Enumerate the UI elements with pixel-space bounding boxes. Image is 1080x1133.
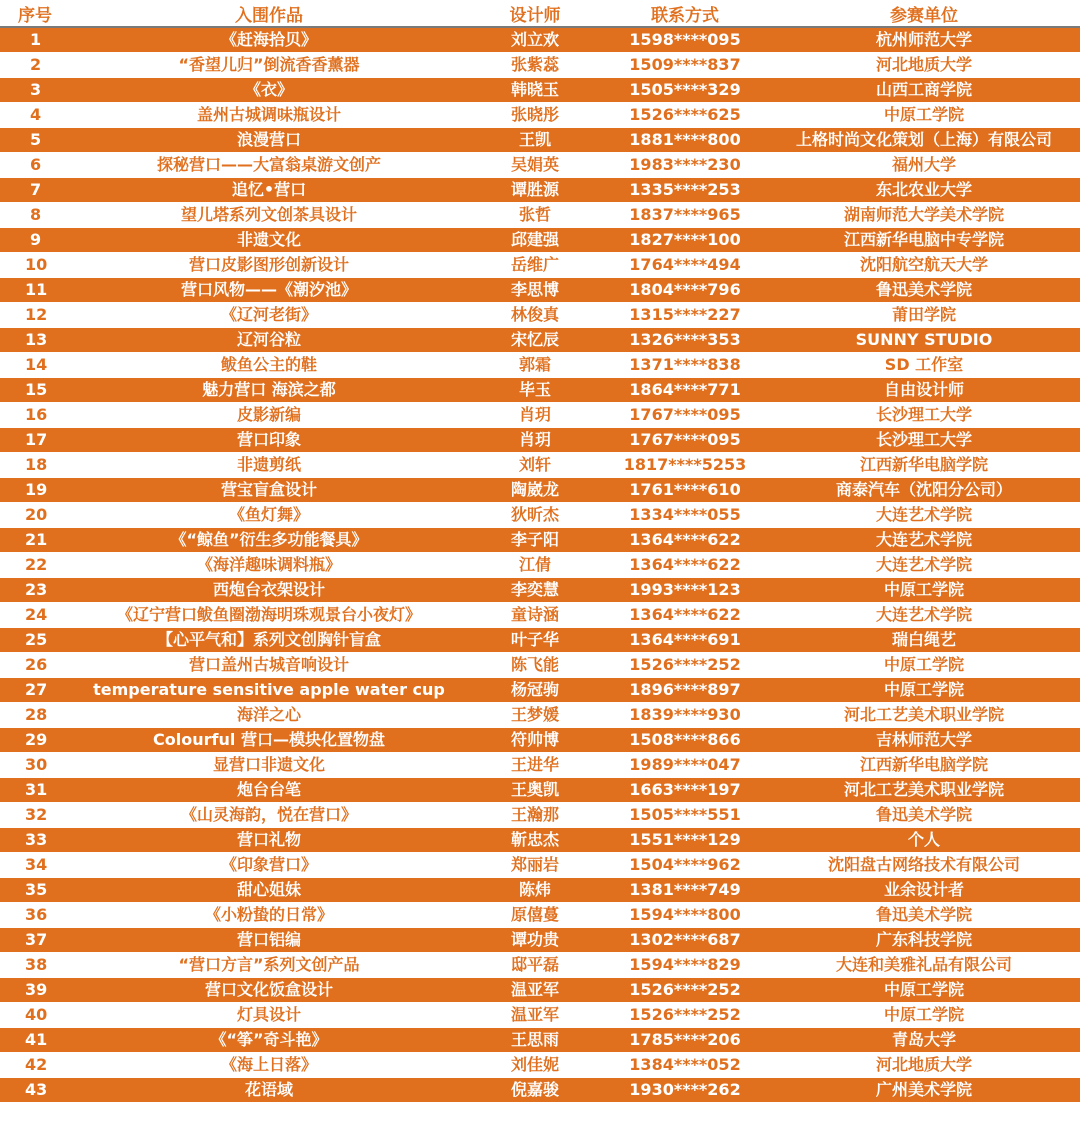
table-row [0, 428, 1080, 453]
cell-contact: 1505****329 [602, 78, 768, 103]
cell-work: 【心平气和】系列文创胸针盲盒 [70, 628, 468, 653]
cell-contact: 1761****610 [602, 478, 768, 503]
cell-designer: 原僖蔓 [468, 903, 602, 928]
cell-index: 24 [0, 603, 70, 628]
cell-organization: 广东科技学院 [768, 928, 1080, 953]
cell-contact: 1767****095 [602, 403, 768, 428]
cell-contact: 1896****897 [602, 678, 768, 703]
cell-work: 营宝盲盒设计 [70, 478, 468, 503]
cell-index: 41 [0, 1028, 70, 1053]
cell-work: 营口铝编 [70, 928, 468, 953]
cell-designer: 靳忠杰 [468, 828, 602, 853]
cell-work: temperature sensitive apple water cup [70, 678, 468, 703]
cell-organization: 湖南师范大学美术学院 [768, 203, 1080, 228]
cell-contact: 1302****687 [602, 928, 768, 953]
cell-organization: 大连艺术学院 [768, 553, 1080, 578]
cell-organization: SUNNY STUDIO [768, 328, 1080, 353]
cell-organization: 山西工商学院 [768, 78, 1080, 103]
cell-index: 21 [0, 528, 70, 553]
table-row [0, 353, 1080, 378]
table-row [0, 603, 1080, 628]
cell-organization: 鲁迅美术学院 [768, 278, 1080, 303]
table-row [0, 27, 1080, 53]
cell-organization: 江西新华电脑学院 [768, 453, 1080, 478]
cell-designer: 谭功贵 [468, 928, 602, 953]
cell-contact: 1364****622 [602, 603, 768, 628]
table-row [0, 103, 1080, 128]
cell-organization: 沈阳航空航天大学 [768, 253, 1080, 278]
table-row [0, 53, 1080, 78]
cell-organization: 河北工艺美术职业学院 [768, 778, 1080, 803]
cell-designer: 张紫蕊 [468, 53, 602, 78]
cell-designer: 刘轩 [468, 453, 602, 478]
cell-organization: 中原工学院 [768, 578, 1080, 603]
cell-organization: 吉林师范大学 [768, 728, 1080, 753]
cell-organization: SD 工作室 [768, 353, 1080, 378]
cell-work: 西炮台衣架设计 [70, 578, 468, 603]
cell-work: 《鱼灯舞》 [70, 503, 468, 528]
cell-contact: 1839****930 [602, 703, 768, 728]
header-contact: 联系方式 [602, 0, 768, 27]
cell-organization: 自由设计师 [768, 378, 1080, 403]
cell-organization: 杭州师范大学 [768, 27, 1080, 53]
cell-work: 《海上日落》 [70, 1053, 468, 1078]
cell-work: 非遗剪纸 [70, 453, 468, 478]
cell-contact: 1526****625 [602, 103, 768, 128]
cell-contact: 1526****252 [602, 653, 768, 678]
cell-index: 31 [0, 778, 70, 803]
header-index: 序号 [0, 0, 70, 27]
table-row [0, 78, 1080, 103]
cell-work: 《“鲸鱼”衍生多功能餐具》 [70, 528, 468, 553]
table-header [0, 0, 1080, 27]
cell-index: 27 [0, 678, 70, 703]
cell-designer: 王瀚那 [468, 803, 602, 828]
cell-work: 望儿塔系列文创茶具设计 [70, 203, 468, 228]
cell-index: 13 [0, 328, 70, 353]
table-row [0, 303, 1080, 328]
cell-index: 35 [0, 878, 70, 903]
cell-designer: 陈炜 [468, 878, 602, 903]
cell-organization: 上格时尚文化策划（上海）有限公司 [768, 128, 1080, 153]
cell-work: 追忆•营口 [70, 178, 468, 203]
cell-organization: 瑞白绳艺 [768, 628, 1080, 653]
cell-work: 《山灵海韵，悦在营口》 [70, 803, 468, 828]
table-row [0, 128, 1080, 153]
cell-work: 《“筝”奇斗艳》 [70, 1028, 468, 1053]
cell-work: 《小粉蛰的日常》 [70, 903, 468, 928]
cell-index: 1 [0, 27, 70, 53]
cell-work: 《辽河老街》 [70, 303, 468, 328]
table-row [0, 653, 1080, 678]
cell-designer: 陶崴龙 [468, 478, 602, 503]
cell-work: 营口文化饭盒设计 [70, 978, 468, 1003]
cell-organization: 河北地质大学 [768, 53, 1080, 78]
cell-work: “营口方言”系列文创产品 [70, 953, 468, 978]
cell-designer: 王思雨 [468, 1028, 602, 1053]
cell-contact: 1505****551 [602, 803, 768, 828]
cell-designer: 江倩 [468, 553, 602, 578]
cell-work: 甜心姐妹 [70, 878, 468, 903]
cell-index: 40 [0, 1003, 70, 1028]
table-row [0, 1028, 1080, 1053]
table-row [0, 753, 1080, 778]
cell-index: 39 [0, 978, 70, 1003]
cell-work: 《印象营口》 [70, 853, 468, 878]
cell-contact: 1764****494 [602, 253, 768, 278]
cell-work: 《赶海拾贝》 [70, 27, 468, 53]
table-row [0, 578, 1080, 603]
cell-index: 7 [0, 178, 70, 203]
cell-index: 30 [0, 753, 70, 778]
cell-designer: 刘立欢 [468, 27, 602, 53]
cell-organization: 长沙理工大学 [768, 403, 1080, 428]
table-row [0, 178, 1080, 203]
cell-index: 37 [0, 928, 70, 953]
cell-organization: 大连艺术学院 [768, 503, 1080, 528]
table-row [0, 278, 1080, 303]
cell-designer: 倪嘉骏 [468, 1078, 602, 1103]
cell-contact: 1993****123 [602, 578, 768, 603]
cell-organization: 福州大学 [768, 153, 1080, 178]
cell-organization: 大连艺术学院 [768, 528, 1080, 553]
table-row [0, 678, 1080, 703]
table-row [0, 703, 1080, 728]
cell-index: 18 [0, 453, 70, 478]
table-row [0, 503, 1080, 528]
table-row [0, 728, 1080, 753]
cell-index: 43 [0, 1078, 70, 1103]
table-row [0, 903, 1080, 928]
cell-contact: 1837****965 [602, 203, 768, 228]
cell-work: 探秘营口——大富翁桌游文创产 [70, 153, 468, 178]
cell-index: 3 [0, 78, 70, 103]
table-row [0, 553, 1080, 578]
cell-designer: 岳维广 [468, 253, 602, 278]
cell-work: 《衣》 [70, 78, 468, 103]
cell-organization: 莆田学院 [768, 303, 1080, 328]
cell-organization: 沈阳盘古网络技术有限公司 [768, 853, 1080, 878]
cell-organization: 江西新华电脑中专学院 [768, 228, 1080, 253]
cell-contact: 1881****800 [602, 128, 768, 153]
table-row [0, 853, 1080, 878]
cell-work: 非遗文化 [70, 228, 468, 253]
cell-contact: 1504****962 [602, 853, 768, 878]
table-row [0, 978, 1080, 1003]
cell-organization: 鲁迅美术学院 [768, 803, 1080, 828]
table-row [0, 478, 1080, 503]
table-row [0, 928, 1080, 953]
cell-work: 营口盖州古城音响设计 [70, 653, 468, 678]
cell-contact: 1381****749 [602, 878, 768, 903]
cell-index: 8 [0, 203, 70, 228]
cell-organization: 东北农业大学 [768, 178, 1080, 203]
cell-organization: 业余设计者 [768, 878, 1080, 903]
cell-work: 灯具设计 [70, 1003, 468, 1028]
cell-designer: 谭胜源 [468, 178, 602, 203]
cell-contact: 1371****838 [602, 353, 768, 378]
table-row [0, 1003, 1080, 1028]
cell-designer: 肖玥 [468, 403, 602, 428]
cell-work: 《辽宁营口鲅鱼圈渤海明珠观景台小夜灯》 [70, 603, 468, 628]
cell-contact: 1384****052 [602, 1053, 768, 1078]
cell-designer: 李奕慧 [468, 578, 602, 603]
header-designer: 设计师 [468, 0, 602, 27]
table-row [0, 828, 1080, 853]
cell-work: “香望儿归”倒流香香薰器 [70, 53, 468, 78]
cell-designer: 李子阳 [468, 528, 602, 553]
cell-designer: 宋忆辰 [468, 328, 602, 353]
cell-work: 显营口非遗文化 [70, 753, 468, 778]
table-row [0, 403, 1080, 428]
cell-designer: 符帅博 [468, 728, 602, 753]
cell-contact: 1930****262 [602, 1078, 768, 1103]
cell-work: 魅力营口 海滨之都 [70, 378, 468, 403]
cell-designer: 毕玉 [468, 378, 602, 403]
cell-contact: 1767****095 [602, 428, 768, 453]
cell-organization: 河北地质大学 [768, 1053, 1080, 1078]
cell-contact: 1594****800 [602, 903, 768, 928]
cell-designer: 吴娟英 [468, 153, 602, 178]
table-row [0, 228, 1080, 253]
cell-index: 26 [0, 653, 70, 678]
table-row [0, 328, 1080, 353]
table-row [0, 453, 1080, 478]
cell-work: 海洋之心 [70, 703, 468, 728]
table-row [0, 378, 1080, 403]
cell-designer: 刘佳妮 [468, 1053, 602, 1078]
cell-designer: 陈飞能 [468, 653, 602, 678]
cell-designer: 王奥凯 [468, 778, 602, 803]
cell-contact: 1315****227 [602, 303, 768, 328]
cell-designer: 郑丽岩 [468, 853, 602, 878]
cell-index: 20 [0, 503, 70, 528]
cell-work: 营口礼物 [70, 828, 468, 853]
header-work: 入围作品 [70, 0, 468, 27]
cell-index: 9 [0, 228, 70, 253]
cell-designer: 韩晓玉 [468, 78, 602, 103]
cell-contact: 1804****796 [602, 278, 768, 303]
cell-contact: 1827****100 [602, 228, 768, 253]
cell-organization: 商泰汽车（沈阳分公司） [768, 478, 1080, 503]
cell-organization: 中原工学院 [768, 1003, 1080, 1028]
table-row [0, 628, 1080, 653]
cell-designer: 叶子华 [468, 628, 602, 653]
cell-index: 34 [0, 853, 70, 878]
cell-contact: 1364****691 [602, 628, 768, 653]
table-row [0, 1078, 1080, 1103]
cell-work: 《海洋趣味调料瓶》 [70, 553, 468, 578]
cell-work: 营口印象 [70, 428, 468, 453]
header-row [0, 0, 1080, 27]
cell-designer: 邸平磊 [468, 953, 602, 978]
table-row [0, 878, 1080, 903]
cell-organization: 个人 [768, 828, 1080, 853]
cell-index: 17 [0, 428, 70, 453]
cell-designer: 温亚军 [468, 1003, 602, 1028]
header-organization: 参赛单位 [768, 0, 1080, 27]
cell-designer: 狄昕杰 [468, 503, 602, 528]
cell-contact: 1864****771 [602, 378, 768, 403]
table-row [0, 528, 1080, 553]
cell-index: 29 [0, 728, 70, 753]
cell-contact: 1508****866 [602, 728, 768, 753]
cell-work: 盖州古城调味瓶设计 [70, 103, 468, 128]
cell-designer: 邱建强 [468, 228, 602, 253]
cell-index: 28 [0, 703, 70, 728]
cell-contact: 1785****206 [602, 1028, 768, 1053]
cell-contact: 1526****252 [602, 1003, 768, 1028]
cell-organization: 大连和美雅礼品有限公司 [768, 953, 1080, 978]
cell-index: 19 [0, 478, 70, 503]
cell-contact: 1335****253 [602, 178, 768, 203]
cell-organization: 中原工学院 [768, 678, 1080, 703]
cell-organization: 中原工学院 [768, 653, 1080, 678]
cell-designer: 温亚军 [468, 978, 602, 1003]
table-row [0, 778, 1080, 803]
cell-organization: 中原工学院 [768, 978, 1080, 1003]
cell-index: 6 [0, 153, 70, 178]
cell-contact: 1663****197 [602, 778, 768, 803]
cell-index: 5 [0, 128, 70, 153]
cell-index: 4 [0, 103, 70, 128]
cell-index: 38 [0, 953, 70, 978]
cell-contact: 1509****837 [602, 53, 768, 78]
cell-organization: 大连艺术学院 [768, 603, 1080, 628]
cell-organization: 鲁迅美术学院 [768, 903, 1080, 928]
cell-work: 营口风物——《潮汐池》 [70, 278, 468, 303]
cell-designer: 王梦媛 [468, 703, 602, 728]
cell-index: 10 [0, 253, 70, 278]
cell-contact: 1364****622 [602, 553, 768, 578]
cell-work: 辽河谷粒 [70, 328, 468, 353]
cell-index: 16 [0, 403, 70, 428]
cell-organization: 河北工艺美术职业学院 [768, 703, 1080, 728]
cell-organization: 江西新华电脑学院 [768, 753, 1080, 778]
cell-index: 33 [0, 828, 70, 853]
table-row [0, 803, 1080, 828]
cell-contact: 1526****252 [602, 978, 768, 1003]
table-row [0, 253, 1080, 278]
table-row [0, 203, 1080, 228]
cell-designer: 郭霜 [468, 353, 602, 378]
cell-index: 42 [0, 1053, 70, 1078]
cell-index: 15 [0, 378, 70, 403]
table-body [0, 27, 1080, 1103]
cell-contact: 1364****622 [602, 528, 768, 553]
cell-index: 12 [0, 303, 70, 328]
table-row [0, 1053, 1080, 1078]
cell-index: 25 [0, 628, 70, 653]
cell-index: 32 [0, 803, 70, 828]
cell-contact: 1989****047 [602, 753, 768, 778]
cell-organization: 广州美术学院 [768, 1078, 1080, 1103]
cell-index: 22 [0, 553, 70, 578]
cell-work: 浪漫营口 [70, 128, 468, 153]
cell-contact: 1334****055 [602, 503, 768, 528]
cell-designer: 张晓彤 [468, 103, 602, 128]
cell-work: Colourful 营口—模块化置物盘 [70, 728, 468, 753]
cell-organization: 青岛大学 [768, 1028, 1080, 1053]
cell-designer: 林俊真 [468, 303, 602, 328]
cell-index: 11 [0, 278, 70, 303]
cell-work: 鲅鱼公主的鞋 [70, 353, 468, 378]
cell-contact: 1551****129 [602, 828, 768, 853]
cell-designer: 童诗涵 [468, 603, 602, 628]
cell-work: 营口皮影图形创新设计 [70, 253, 468, 278]
cell-contact: 1594****829 [602, 953, 768, 978]
cell-contact: 1598****095 [602, 27, 768, 53]
cell-work: 花语域 [70, 1078, 468, 1103]
cell-organization: 长沙理工大学 [768, 428, 1080, 453]
cell-designer: 李思博 [468, 278, 602, 303]
cell-contact: 1817****5253 [602, 453, 768, 478]
cell-contact: 1983****230 [602, 153, 768, 178]
cell-index: 36 [0, 903, 70, 928]
cell-designer: 王凯 [468, 128, 602, 153]
cell-index: 23 [0, 578, 70, 603]
cell-index: 14 [0, 353, 70, 378]
cell-work: 皮影新编 [70, 403, 468, 428]
cell-designer: 杨冠驹 [468, 678, 602, 703]
cell-work: 炮台台笔 [70, 778, 468, 803]
cell-organization: 中原工学院 [768, 103, 1080, 128]
cell-index: 2 [0, 53, 70, 78]
cell-designer: 王进华 [468, 753, 602, 778]
table-row [0, 953, 1080, 978]
cell-designer: 张哲 [468, 203, 602, 228]
table-row [0, 153, 1080, 178]
cell-contact: 1326****353 [602, 328, 768, 353]
cell-designer: 肖玥 [468, 428, 602, 453]
